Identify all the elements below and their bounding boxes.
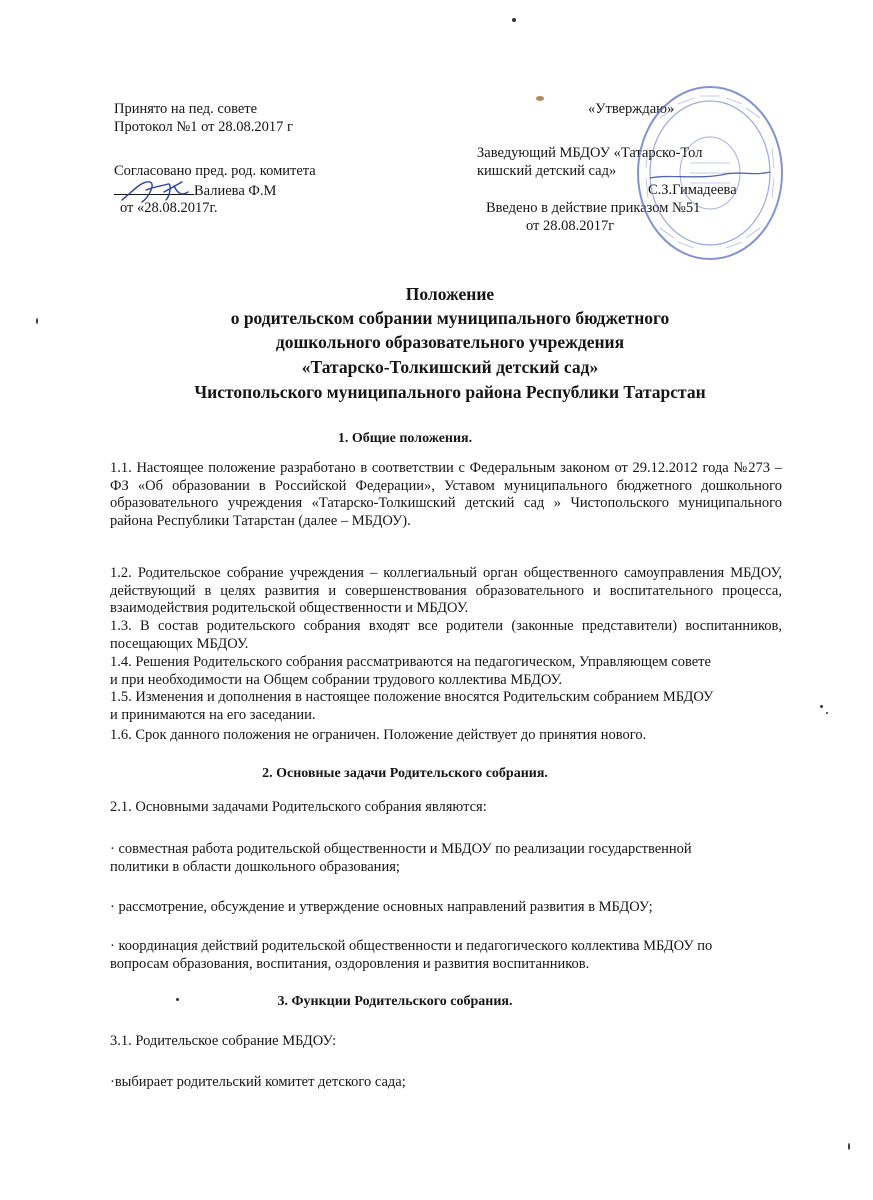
scan-speck xyxy=(848,1143,850,1150)
clause-2-1: 2.1. Основными задачами Родительского собрания являются: xyxy=(110,799,487,815)
committee-date-line: от «28.08.2017г. xyxy=(120,200,218,216)
function-1: ·выбирает родительский комитет детского сада; xyxy=(110,1074,406,1090)
scan-speck xyxy=(176,998,179,1001)
committee-chair-name: Валиева Ф.М xyxy=(194,183,277,199)
doc-title-2: о родительском собрании муниципального бюджетного xyxy=(230,308,670,328)
signature-image xyxy=(112,172,212,208)
protocol-line: Протокол №1 от 28.08.2017 г xyxy=(114,119,293,135)
clause-1-5-line-1: 1.5. Изменения и дополнения в настоящее положение вносятся Родительским собранием МБДОУ xyxy=(110,689,714,705)
clause-1-5-line-2: и принимаются на его заседании. xyxy=(110,707,316,723)
scan-speck xyxy=(820,705,823,708)
official-stamp xyxy=(630,78,790,268)
doc-title-3: дошкольного образовательного учреждения xyxy=(275,332,625,352)
scan-speck xyxy=(826,712,828,714)
task-2: · рассмотрение, обсуждение и утверждение основных направлений развития в МБДОУ; xyxy=(110,899,653,915)
approve-line: «Утверждаю» xyxy=(588,101,675,117)
clause-1-2: 1.2. Родительское собрание учреждения – коллегиальный орган общественного самоуправления МБДОУ, действующий в целях развития и совершенствования образовательного и воспитательного процесса, взаимодействия родительской общественности и МБДОУ. xyxy=(110,565,782,616)
order-line-1: Введено в действие приказом №51 xyxy=(486,200,701,216)
task-3-line-1: · координация действий родительской общественности и педагогического коллектива МБДОУ по xyxy=(110,938,713,954)
doc-title-5: Чистопольского муниципального района Республики Татарстан xyxy=(194,382,706,402)
task-1-line-2: политики в области дошкольного образования; xyxy=(110,859,400,875)
scan-speck xyxy=(36,318,38,324)
doc-title-4: «Татарско-Толкишский детский сад» xyxy=(301,357,599,377)
head-name: С.З.Гимадеева xyxy=(648,182,737,198)
section-2-heading: 2. Основные задачи Родительского собрания. xyxy=(262,766,548,781)
task-1-line-1: · совместная работа родительской общественности и МБДОУ по реализации государственной xyxy=(110,841,692,857)
scan-speck xyxy=(512,18,516,22)
head-line-2: кишский детский сад» xyxy=(477,163,617,179)
doc-title-1: Положение xyxy=(405,284,495,304)
clause-3-1: 3.1. Родительское собрание МБДОУ: xyxy=(110,1033,337,1049)
accepted-line: Принято на пед. совете xyxy=(114,101,258,117)
scan-speck xyxy=(536,96,544,101)
order-line-2: от 28.08.2017г xyxy=(526,218,615,234)
clause-1-4-line-2: и при необходимости на Общем собрании трудового коллектива МБДОУ. xyxy=(110,672,563,688)
clause-1-3: 1.3. В состав родительского собрания входят все родители (законные представители) воспитанников, посещающих МБДОУ. xyxy=(110,618,782,652)
clause-1-4-line-1: 1.4. Решения Родительского собрания рассматриваются на педагогическом, Управляющем совете xyxy=(110,654,711,670)
head-line-1: Заведующий МБДОУ «Татарско-Тол xyxy=(477,145,703,161)
agreed-line: Согласовано пред. род. комитета xyxy=(114,163,316,179)
clause-1-1: 1.1. Настоящее положение разработано в соответствии с Федеральным законом от 29.12.2012 года №273 –ФЗ «Об образовании в Российской Федерации», Уставом муниципального бюджетного дошкольного образовательного учреждения «Татарско-Толкишский детский сад » Чистопольского муниципального района Республики Татарстан (далее – МБДОУ). xyxy=(110,460,782,529)
task-3-line-2: вопросам образования, воспитания, оздоровления и развития воспитанников. xyxy=(110,956,590,972)
clause-1-6: 1.6. Срок данного положения не ограничен. Положение действует до принятия нового. xyxy=(110,727,647,743)
section-1-heading: 1. Общие положения. xyxy=(337,431,473,446)
section-3-heading: 3. Функции Родительского собрания. xyxy=(277,994,513,1009)
